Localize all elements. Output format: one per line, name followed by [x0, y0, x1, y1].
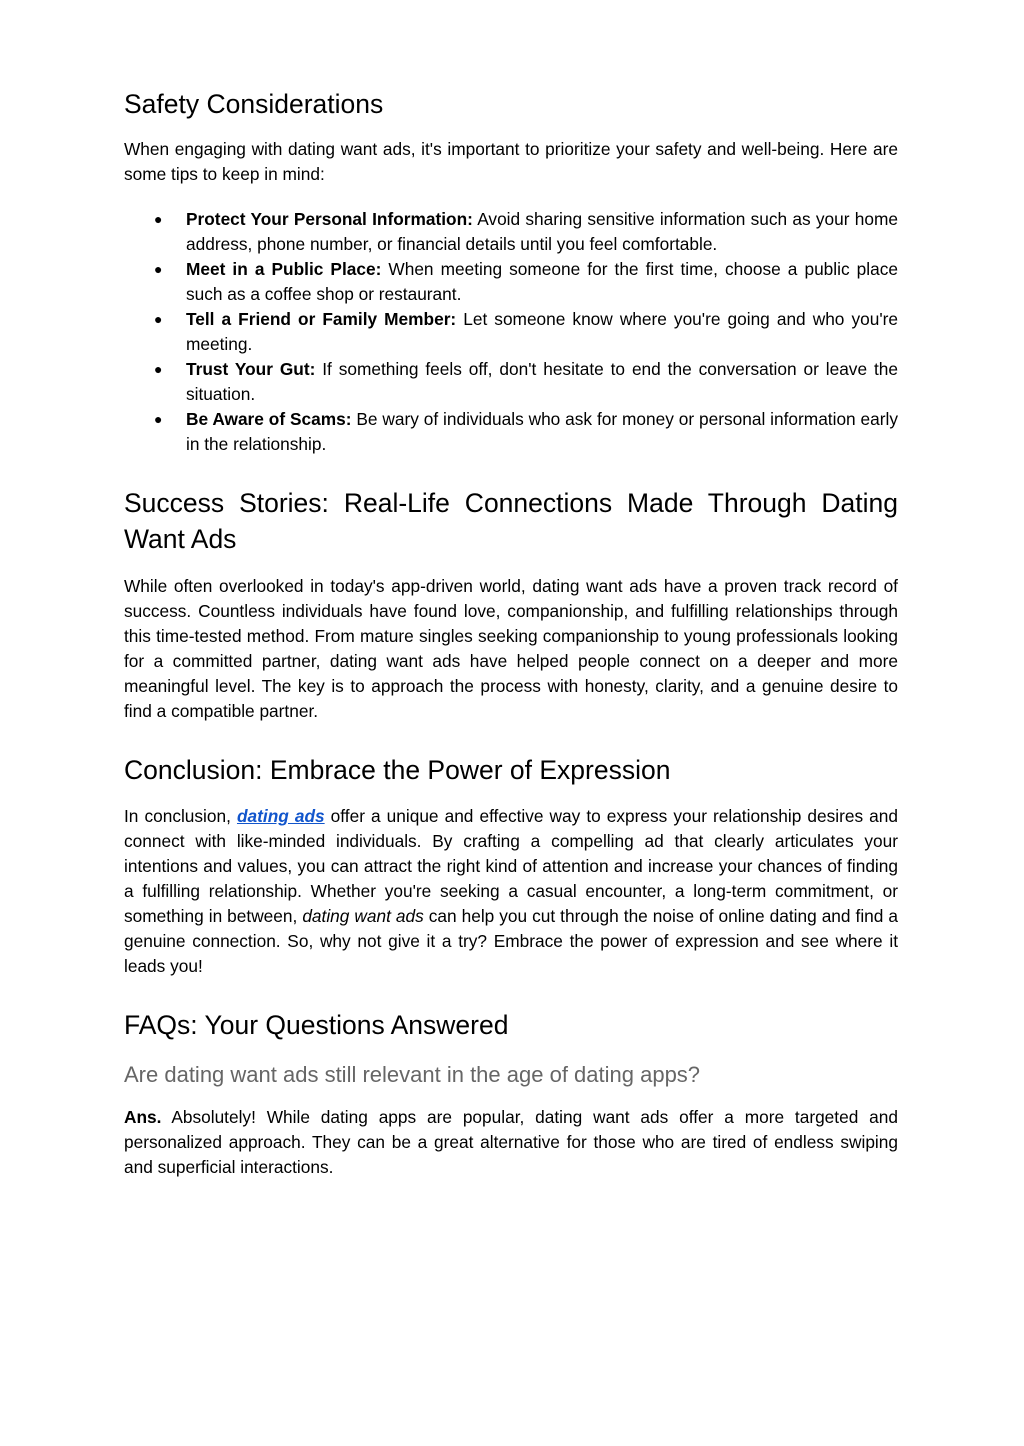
- faq-answer-text: Absolutely! While dating apps are popular, dating want ads offer a more targeted and personalized approach. They can be a great alternative for those who are tired of endless swiping and superficial interactions.: [124, 1106, 898, 1177]
- success-body: While often overlooked in today's app-driven world, dating want ads have a proven track record of success. Countless individuals have found love, companionship, and fulfilling relationships through this time-tested method. From mature singles seeking companionship to young professionals looking for a committed partner, dating want ads have helped people connect on a deeper and more meaningful level. The key is to approach the process with honesty, clarity, and a genuine desire to find a compatible partner.: [124, 575, 898, 721]
- safety-intro: When engaging with dating want ads, it's important to prioritize your safety and well-being. Here are some tips to keep in mind:: [124, 138, 898, 184]
- faq-heading: FAQs: Your Questions Answered: [124, 1010, 509, 1040]
- conclusion-heading: Conclusion: Embrace the Power of Expression: [124, 754, 671, 785]
- faq-question: Are dating want ads still relevant in the age of dating apps?: [124, 1061, 701, 1087]
- tip-title: Be Aware of Scams:: [186, 408, 352, 429]
- faq-answer: [124, 1105, 898, 1180]
- tip-text: Let someone know where you're going and who you're meeting.: [186, 308, 898, 354]
- list-item: [124, 207, 898, 257]
- tip-text: When meeting someone for the first time, choose a public place such as a coffee shop or restaurant.: [186, 258, 898, 304]
- safety-heading: Safety Considerations: [124, 89, 384, 119]
- list-item: [124, 257, 898, 307]
- dating-ads-link[interactable]: dating ads: [236, 806, 325, 826]
- tip-title: Meet in a Public Place:: [186, 258, 382, 279]
- success-heading: Success Stories: Real-Life Connections Made Through Dating Want Ads: [124, 487, 898, 554]
- list-item: [124, 307, 898, 357]
- tip-title: Protect Your Personal Information:: [186, 208, 473, 229]
- conclusion-body: [124, 804, 898, 979]
- conclusion-text-end: can help you cut through the noise of online dating and find a genuine connection. So, why not give it a try? Embrace the power of expression and see where it leads you!: [124, 906, 898, 976]
- faq-answer-label: Ans.: [124, 1106, 162, 1127]
- bullet-icon: ●: [154, 310, 163, 327]
- tip-text: Be wary of individuals who ask for money or personal information early in the relationship.: [186, 408, 899, 454]
- document-page: [124, 80, 898, 1180]
- tip-title: Tell a Friend or Family Member:: [186, 308, 457, 329]
- conclusion-text-start: In conclusion,: [124, 806, 237, 826]
- tip-text: If something feels off, don't hesitate to end the conversation or leave the situation.: [186, 358, 898, 404]
- list-item: [124, 357, 898, 407]
- tip-text: Avoid sharing sensitive information such as your home address, phone number, or financial details until you feel comfortable.: [186, 208, 898, 254]
- list-item: [124, 407, 898, 457]
- tip-title: Trust Your Gut:: [186, 358, 316, 379]
- bullet-icon: ●: [154, 210, 163, 227]
- conclusion-text-middle: offer a unique and effective way to express your relationship desires and connect with like-minded individuals. By crafting a compelling ad that clearly articulates your intentions and values, you can attract the right kind of attention and increase your chances of finding a fulfilling relationship. Whether you're seeking a casual encounter, a long-term commitment, or something in between,: [124, 806, 898, 926]
- conclusion-emphasis: dating want ads: [302, 906, 424, 926]
- bullet-icon: ●: [154, 260, 163, 277]
- bullet-icon: ●: [154, 360, 163, 377]
- safety-tips-list: [124, 207, 898, 457]
- bullet-icon: ●: [154, 410, 163, 427]
